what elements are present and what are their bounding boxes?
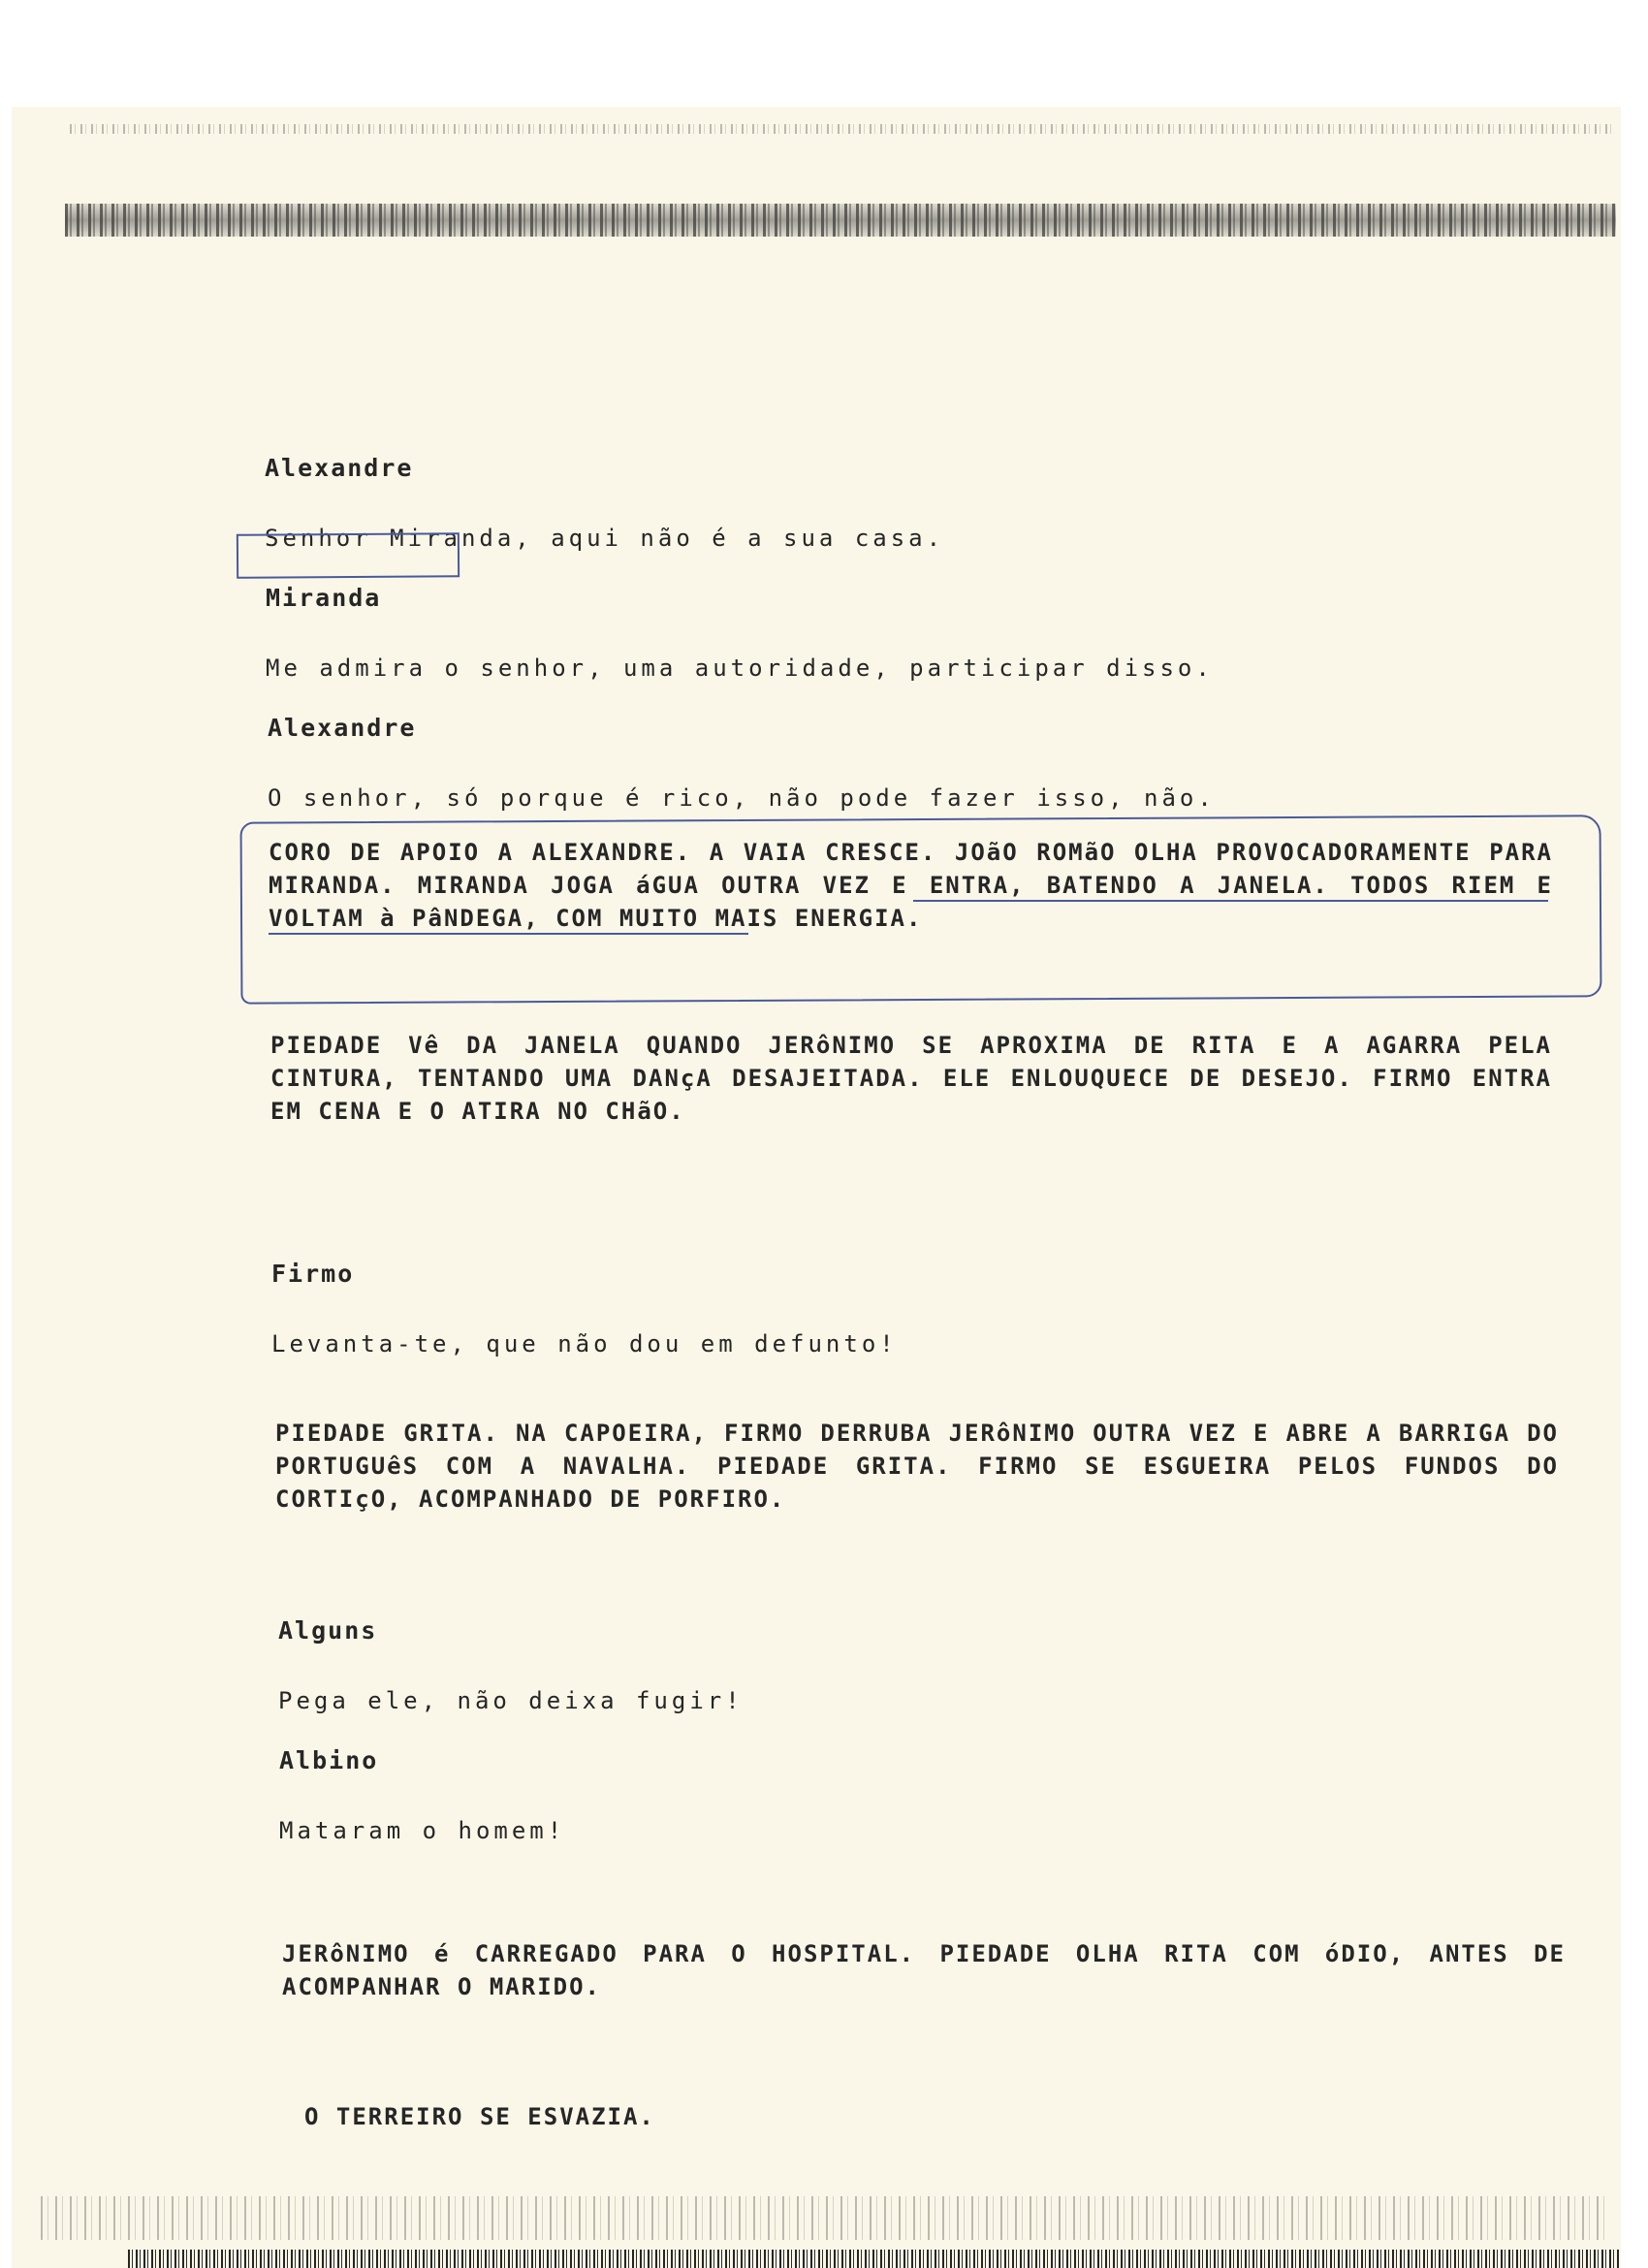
speaker-name: Alguns (278, 1616, 378, 1645)
dialogue-albino (279, 1708, 565, 1884)
stage-direction-3: PIEDADE GRITA. NA CAPOEIRA, FIRMO DERRUBA JERôNIMO OUTRA VEZ E ABRE A BARRIGA DO PORTUGUêS COM A NAVALHA. PIEDADE GRITA. FIRMO SE ESGUEIRA PELOS FUNDOS DO CORTIçO, ACOMPANHADO DE PORFIRO. (275, 1420, 1559, 1513)
stage-direction-2: PIEDADE Vê DA JANELA QUANDO JERôNIMO SE APROXIMA DE RITA E A AGARRA PELA CINTURA, TENTANDO UMA DANçA DESAJEITADA. ELE ENLOUQUECE DE DESEJO. FIRMO ENTRA EM CENA E O ATIRA NO CHãO. (270, 1032, 1552, 1125)
dialogue-line: Senhor Miranda, aqui não é a sua casa. (265, 525, 945, 552)
copy-noise-top (70, 124, 1611, 134)
speaker-name: Alexandre (268, 714, 417, 742)
pen-underline-1 (913, 900, 1548, 902)
speaker-name: Albino (279, 1746, 379, 1774)
dialogue-line: Mataram o homem! (279, 1817, 566, 1844)
dialogue-line: Levanta-te, que não dou em defunto! (271, 1330, 898, 1358)
copy-noise-edge (128, 2250, 1621, 2268)
dialogue-line: Pega ele, não deixa fugir! (278, 1687, 744, 1714)
dialogue-line: O senhor, só porque é rico, não pode fazer isso, não. (268, 784, 1216, 812)
speaker-name: Alexandre (265, 454, 414, 482)
dialogue-firmo (271, 1221, 898, 1397)
copy-noise-band (65, 204, 1616, 237)
stage-direction-1: CORO DE APOIO A ALEXANDRE. A VAIA CRESCE. JOãO ROMãO OLHA PROVOCADORAMENTE PARA MIRANDA. MIRANDA JOGA áGUA OUTRA VEZ E ENTRA, BATENDO A JANELA. TODOS RIEM E VOLTAM à PâNDEGA, COM MUITO MAIS ENERGIA. (269, 839, 1553, 932)
pen-underline-2 (269, 933, 748, 935)
typewritten-page (12, 107, 1621, 2268)
speaker-name: Miranda (266, 584, 382, 612)
stage-direction-5: O TERREIRO SE ESVAZIA. (304, 2103, 655, 2130)
copy-noise-bottom (41, 2196, 1611, 2240)
dialogue-line: Me admira o senhor, uma autoridade, participar disso. (266, 655, 1214, 682)
stage-direction-4: JERôNIMO é CARREGADO PARA O HOSPITAL. PIEDADE OLHA RITA COM óDIO, ANTES DE ACOMPANHAR O MARIDO. (282, 1940, 1566, 2000)
speaker-name: Firmo (271, 1260, 355, 1288)
